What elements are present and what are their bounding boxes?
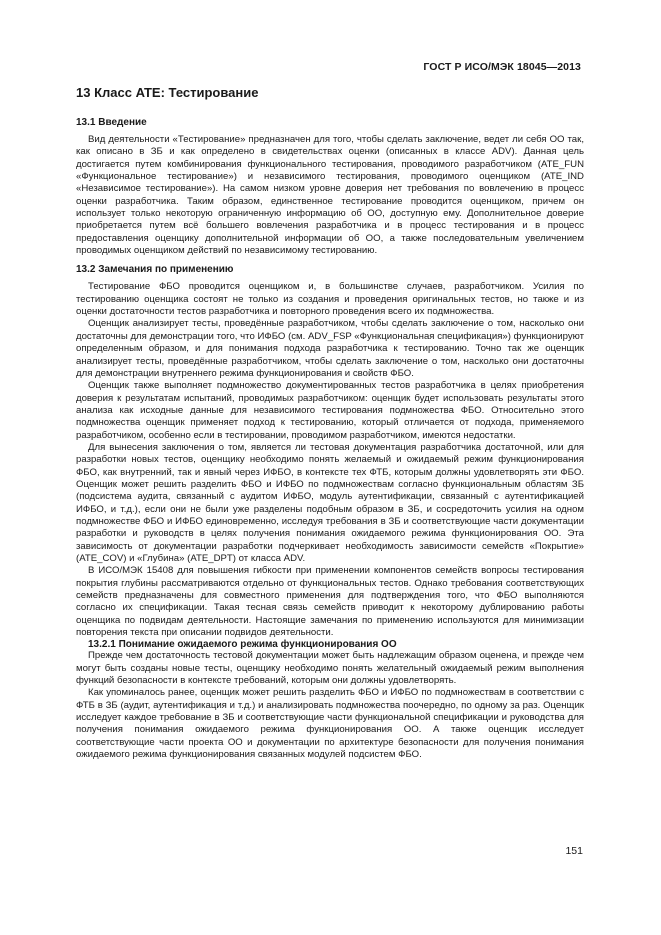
notes-paragraph-1: Тестирование ФБО проводится оценщиком и, в большинстве случаев, разработчиком. Усилия по тестированию оценщика состоят не только из создания и проведения оригинальных тестов, но также и из оценки достаточности тестов разработчика и повторного проведения всего их подмножества. xyxy=(76,281,584,318)
notes-paragraph-4: Для вынесения заключения о том, является ли тестовая документация разработчика достаточной, или для разработки новых тестов, оценщику необходимо понять желаемый и ожидаемый режим функционирования ФБО, как внутренний, так и явный через ИФБО, в контексте тех ФТБ, которым должны удовлетворять эти ФБО. Оценщик может решить разделить ФБО и ИФБО по подмножествам согласно функциональным областям ЗБ (подсистема аудита, связанный с аудитом ИФБО, модуль аутентификации, связанный с аутентификацией ИФБО, и т.д.), если они не были уже разделены подобным образом в ЗБ, и сосредоточить усилия на одном подмножестве ФБО и ИФБО единовременно, исследуя требования в ЗБ и соответствующие части документации разработки и руководств в целях получения понимания ожидаемого режима функционирования ОО. Эта зависимость от документации разработки подчеркивает необходимость зависимости семейств «Покрытие» (ATE_COV) и «Глубина» (ATE_DPT) от класса ADV. xyxy=(76,441,584,564)
notes-paragraph-3: Оценщик также выполняет подмножество документированных тестов разработчика в целях приобретения доверия к результатам испытаний, проводимых разработчиком: оценщик будет использовать результаты этого анализа как исходные данные для независимого тестирования подмножества ФБО. Относительно этого подмножества оценщик применяет подход к тестированию, который отличается от подхода, применяемого разработчиком, особенно если в тестировании, проводимом разработчиком, имеются недостатки. xyxy=(76,380,584,441)
intro-heading: 13.1 Введение xyxy=(76,117,147,128)
page-number: 151 xyxy=(565,845,583,857)
notes-heading: 13.2 Замечания по применению xyxy=(76,264,234,276)
section-title: 13 Класс ATE: Тестирование xyxy=(76,85,259,100)
subsection-paragraph-1: Прежде чем достаточность тестовой документации может быть надлежащим образом оценена, и прежде чем могут быть созданы новые тесты, оценщику необходимо понять желательный ожидаемый режим выполнения функций безопасности в контексте требований, которым они должны удовлетворять. xyxy=(76,650,584,687)
subsection-paragraph-2: Как упоминалось ранее, оценщик может решить разделить ФБО и ИФБО по подмножествам в соответствии с ФТБ в ЗБ (аудит, аутентификация и т.д.) и анализировать подмножества поочередно, по одному за раз. Оценщик исследует каждое требование в ЗБ и соответствующие части функциональной спецификации и руководства для получения понимания ожидаемого режима функционирования ОО. А также оценщик исследует соответствующие части проекта ОО и документации по архитектуре безопасности для получения понимания ожидаемого режима функционирования связанных модулей подсистем ФБО. xyxy=(76,687,584,761)
subsection-heading: 13.2.1 Понимание ожидаемого режима функционирования ОО xyxy=(88,639,397,651)
notes-paragraph-5: В ИСО/МЭК 15408 для повышения гибкости при применении компонентов семейств вопросы тестирования покрытия глубины рассматриваются отдельно от функциональных тестов. Однако требования соответствующих семейств предназначены для совместного применения для подтверждения того, что ФБО выполняются согласно их спецификации. Такая тесная связь семейств приводит к некоторому дублированию работы оценщика по подвидам деятельности. Настоящие замечания по применению используются для минимизации повторения текста при описании подвидов деятельности. xyxy=(76,565,584,639)
document-header: ГОСТ Р ИСО/МЭК 18045—2013 xyxy=(423,61,581,73)
intro-paragraph: Вид деятельности «Тестирование» предназначен для того, чтобы сделать заключение, ведет ли себя ОО так, как описано в ЗБ и как определено в свидетельствах оценки (описанных в классе ADV). Данная цель достигается путем комбинирования функционального тестирования, проводимого разработчиком (ATE_FUN «Функциональное тестирование») и независимого тестирования, проводимого оценщиком (ATE_IND «Независимое тестирование»). На самом низком уровне доверия нет требования по вовлечению в процесс оценки разработчика. Таким образом, единственное тестирование проводится оценщиком, причем он использует только некоторую ограниченную информацию об ОО, доступную ему. Дополнительное доверие приобретается путем всё большего вовлечения разработчика и в процесс тестирования и в процесс предоставления оценщику дополнительной информации об ОО, а также последовательным увеличением проводимых оценщиком действий по независимому тестированию. xyxy=(76,134,584,257)
page-content xyxy=(76,85,584,762)
notes-paragraph-2: Оценщик анализирует тесты, проведённые разработчиком, чтобы сделать заключение о том, насколько они достаточны для демонстрации того, что ИФБО (см. ADV_FSP «Функциональная спецификация») функционируют определенным образом, и для понимания подхода разработчика к тестированию. Точно так же оценщик анализирует тесты, проведённые разработчиком, чтобы сделать заключение о том, насколько они достаточны для демонстрации внутреннего режима функционирования и свойств ФБО. xyxy=(76,318,584,379)
